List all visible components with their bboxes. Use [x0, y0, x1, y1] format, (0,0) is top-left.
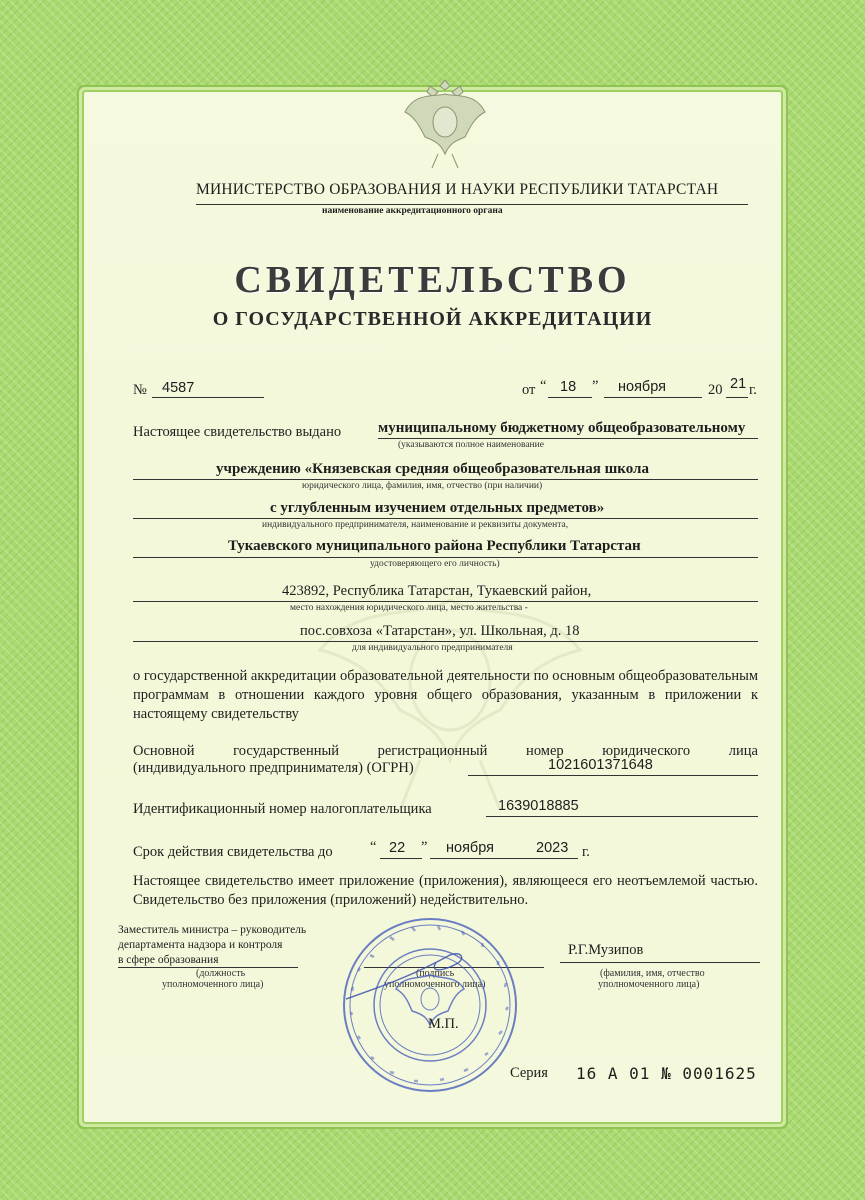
inn-underline	[486, 816, 758, 817]
validity-month-underline	[430, 858, 530, 859]
signature-caption-1: (подпись	[416, 968, 455, 979]
validity-open-quote: “	[370, 839, 377, 855]
issued-line-1: муниципальному бюджетному общеобразовательному	[378, 420, 746, 436]
validity-month: ноября	[446, 840, 494, 856]
series-number: 16 А 01 № 0001625	[576, 1064, 757, 1083]
validity-year: 2023	[536, 840, 569, 856]
ogrn-value: 1021601371648	[548, 757, 653, 773]
certificate-title: СВИДЕТЕЛЬСТВО	[234, 259, 631, 301]
seal-place-mark: М.П.	[428, 1016, 459, 1032]
year-suffix: 21	[730, 376, 747, 392]
issued-caption-6: для индивидуального предпринимателя	[352, 643, 513, 653]
official-seal-stamp	[340, 915, 520, 1095]
issued-line-2: учреждению «Князевская средняя общеобразовательная школа	[216, 461, 649, 477]
number-label: №	[133, 382, 147, 398]
number-underline	[152, 397, 264, 398]
coat-of-arms-icon	[400, 72, 490, 172]
signatory-position	[118, 923, 358, 968]
position-caption-2: уполномоченного лица)	[162, 979, 264, 990]
ogrn-label-line-2: (индивидуального предпринимателя) (ОГРН)	[133, 760, 414, 776]
position-caption-1: (должность	[196, 968, 246, 979]
issued-caption-4: удостоверяющего его личность)	[370, 559, 500, 569]
series-label: Серия	[510, 1065, 548, 1081]
name-caption-1: (фамилия, имя, отчество	[600, 968, 705, 979]
signatory-name: Р.Г.Музипов	[568, 942, 644, 958]
issued-underline-3	[133, 518, 758, 519]
validity-day: 22	[389, 840, 406, 856]
issue-day: 18	[560, 379, 577, 395]
certificate-subtitle: О ГОСУДАРСТВЕННОЙ АККРЕДИТАЦИИ	[212, 308, 653, 330]
ogrn-label-line-1: Основной государственный регистрационный номер юридического лица	[133, 743, 758, 759]
date-open-quote: “	[540, 378, 547, 394]
issued-caption-3: индивидуального предпринимателя, наименование и реквизиты документа,	[262, 520, 569, 530]
validity-year-mark: г.	[582, 844, 590, 860]
ministry-underline	[196, 204, 748, 205]
position-line-2: департамента надзора и контроля	[118, 939, 283, 951]
issued-underline-5	[133, 601, 758, 602]
issued-line-6: пос.совхоза «Татарстан», ул. Школьная, д. 18	[300, 623, 580, 639]
issued-label: Настоящее свидетельство выдано	[133, 424, 342, 440]
ministry-name: МИНИСТЕРСТВО ОБРАЗОВАНИЯ И НАУКИ РЕСПУБЛИКИ ТАТАРСТАН	[196, 181, 719, 198]
year-underline	[726, 397, 748, 398]
ministry-caption: наименование аккредитационного органа	[322, 206, 503, 216]
signature-caption-2: уполномоченного лица)	[384, 979, 486, 990]
issued-underline-4	[133, 557, 758, 558]
ogrn-underline	[468, 775, 758, 776]
month-underline	[604, 397, 702, 398]
issued-caption-1: (указываются полное наименование	[398, 440, 544, 450]
issued-caption-2: юридического лица, фамилия, имя, отчество (при наличии)	[302, 481, 543, 491]
appendix-paragraph: Настоящее свидетельство имеет приложение (приложения), являющееся его неотъемлемой частью. Свидетельство без приложения (приложений) недействительно.	[133, 873, 758, 908]
validity-close-quote: ”	[421, 839, 428, 855]
issued-line-3: с углубленным изучением отдельных предметов»	[270, 500, 605, 516]
date-from-label: от	[522, 382, 536, 398]
issued-underline-1	[378, 438, 758, 439]
position-line-1: Заместитель министра – руководитель	[118, 924, 307, 936]
year-prefix: 20	[708, 382, 723, 398]
issued-underline-6	[133, 641, 758, 642]
issued-underline-2	[133, 479, 758, 480]
validity-label: Срок действия свидетельства до	[133, 844, 333, 860]
date-close-quote: ”	[592, 378, 599, 394]
issue-month: ноября	[618, 379, 666, 395]
name-caption-2: уполномоченного лица)	[598, 979, 700, 990]
inn-value: 1639018885	[498, 798, 579, 814]
name-underline	[560, 962, 760, 963]
inn-label: Идентификационный номер налогоплательщика	[133, 801, 432, 817]
accreditation-paragraph: о государственной аккредитации образовательной деятельности по основным общеобразовательным программам в отношении каждого уровня общего образования, указанным в приложении к настоящему свидетельству	[133, 668, 758, 722]
validity-day-underline	[380, 858, 422, 859]
day-underline	[548, 397, 592, 398]
certificate-number: 4587	[162, 380, 195, 396]
position-line-3: в сфере образования	[118, 954, 219, 966]
year-mark: г.	[749, 382, 757, 398]
issued-caption-5: место нахождения юридического лица, место жительства -	[290, 603, 528, 613]
issued-line-5: 423892, Республика Татарстан, Тукаевский район,	[282, 583, 592, 599]
validity-year-underline	[530, 858, 578, 859]
issued-line-4: Тукаевского муниципального района Республики Татарстан	[228, 538, 641, 554]
